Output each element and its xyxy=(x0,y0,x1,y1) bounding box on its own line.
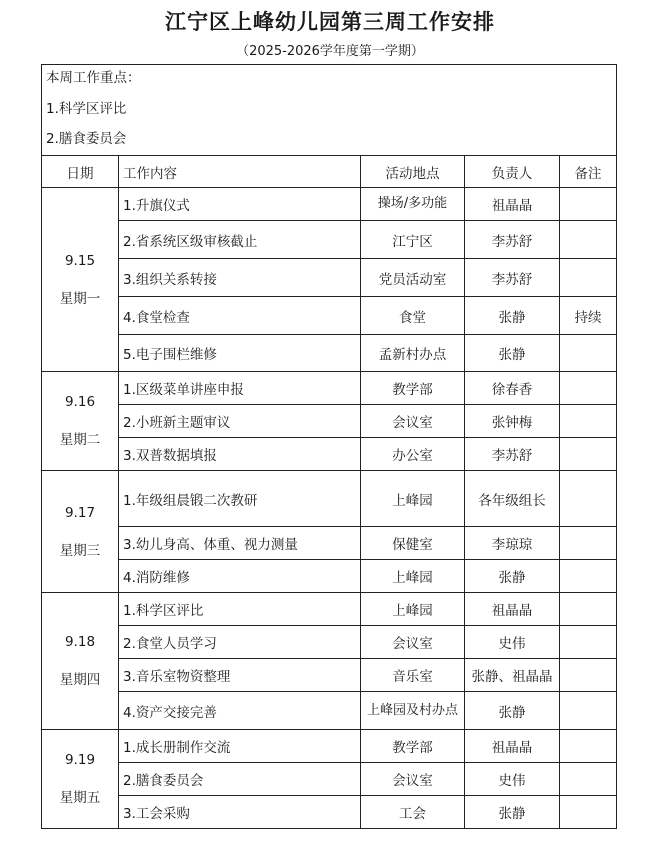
task-place: 江宁区 xyxy=(361,221,465,259)
task-note xyxy=(560,438,617,471)
task-content: 1.科学区评比 xyxy=(119,593,361,626)
task-person: 张静 xyxy=(465,692,560,730)
task-note xyxy=(560,796,617,829)
date-cell xyxy=(42,372,119,471)
table-row xyxy=(42,692,617,730)
task-content: 3.幼儿身高、体重、视力测量 xyxy=(119,527,361,560)
task-person: 张钟梅 xyxy=(465,405,560,438)
task-place: 保健室 xyxy=(361,527,465,560)
task-person: 李苏舒 xyxy=(465,259,560,297)
day-date: 9.19 xyxy=(64,752,96,768)
day-weekday: 星期一 xyxy=(59,290,101,307)
task-note xyxy=(560,405,617,438)
task-place: 上峰园 xyxy=(361,471,465,527)
column-header-content: 工作内容 xyxy=(119,156,361,188)
date-cell xyxy=(42,188,119,372)
task-person: 李琼琼 xyxy=(465,527,560,560)
task-person: 李苏舒 xyxy=(465,221,560,259)
table-row xyxy=(42,593,617,626)
column-header-person: 负责人 xyxy=(465,156,560,188)
task-content: 2.膳食委员会 xyxy=(119,763,361,796)
task-note xyxy=(560,593,617,626)
table-row xyxy=(42,405,617,438)
task-content: 3.组织关系转接 xyxy=(119,259,361,297)
task-content: 1.年级组晨锻二次教研 xyxy=(119,471,361,527)
task-person: 史伟 xyxy=(465,626,560,659)
focus-heading: 本周工作重点： xyxy=(46,69,141,86)
task-person: 李苏舒 xyxy=(465,438,560,471)
header-row xyxy=(42,156,617,188)
schedule-table xyxy=(41,64,617,829)
task-person: 张静 xyxy=(465,560,560,593)
task-note xyxy=(560,730,617,763)
table-row xyxy=(42,527,617,560)
task-place: 办公室 xyxy=(361,438,465,471)
task-content: 4.消防维修 xyxy=(119,560,361,593)
date-cell xyxy=(42,593,119,730)
task-place: 会议室 xyxy=(361,626,465,659)
table-row xyxy=(42,297,617,335)
task-place: 音乐室 xyxy=(361,659,465,692)
task-person: 各年级组长 xyxy=(465,471,560,527)
day-date: 9.15 xyxy=(64,252,96,269)
task-place: 工会 xyxy=(361,796,465,829)
task-person: 张静 xyxy=(465,335,560,372)
task-content: 3.双普数据填报 xyxy=(119,438,361,471)
column-header-date: 日期 xyxy=(42,156,119,188)
task-place: 孟新村办点 xyxy=(361,335,465,372)
page-title: 江宁区上峰幼儿园第三周工作安排 xyxy=(165,9,495,34)
date-cell xyxy=(42,730,119,829)
task-place: 上峰园 xyxy=(361,560,465,593)
date-cell xyxy=(42,471,119,593)
task-content: 4.食堂检查 xyxy=(119,297,361,335)
task-content: 3.工会采购 xyxy=(119,796,361,829)
focus-item: 1.科学区评比 xyxy=(46,100,127,117)
column-header-place: 活动地点 xyxy=(361,156,465,188)
day-date: 9.16 xyxy=(64,394,96,410)
table-row xyxy=(42,763,617,796)
task-person: 张静 xyxy=(465,796,560,829)
table-row xyxy=(42,796,617,829)
focus-item: 2.膳食委员会 xyxy=(46,130,127,147)
task-note xyxy=(560,188,617,221)
task-person: 徐春香 xyxy=(465,372,560,405)
day-date: 9.17 xyxy=(64,504,96,521)
task-note xyxy=(560,626,617,659)
day-weekday: 星期四 xyxy=(59,672,101,688)
table-row xyxy=(42,259,617,297)
task-content: 2.食堂人员学习 xyxy=(119,626,361,659)
task-person: 祖晶晶 xyxy=(465,188,560,221)
task-place: 上峰园及村办点 xyxy=(361,692,465,730)
task-place: 上峰园 xyxy=(361,593,465,626)
task-content: 1.升旗仪式 xyxy=(119,188,361,221)
task-place: 会议室 xyxy=(361,763,465,796)
task-content: 3.音乐室物资整理 xyxy=(119,659,361,692)
table-row xyxy=(42,221,617,259)
task-content: 4.资产交接完善 xyxy=(119,692,361,730)
day-weekday: 星期五 xyxy=(59,790,101,806)
task-content: 5.电子围栏维修 xyxy=(119,335,361,372)
task-note xyxy=(560,335,617,372)
table-row xyxy=(42,335,617,372)
table-row xyxy=(42,188,617,221)
task-person: 史伟 xyxy=(465,763,560,796)
task-place: 教学部 xyxy=(361,372,465,405)
table-row xyxy=(42,560,617,593)
task-note xyxy=(560,372,617,405)
task-note xyxy=(560,221,617,259)
day-date: 9.18 xyxy=(64,634,96,650)
task-person: 祖晶晶 xyxy=(465,593,560,626)
table-row xyxy=(42,372,617,405)
task-content: 1.区级菜单讲座申报 xyxy=(119,372,361,405)
table-row xyxy=(42,730,617,763)
task-note: 持续 xyxy=(560,297,617,335)
task-place: 操场/多功能 xyxy=(361,188,465,221)
task-person: 张静、祖晶晶 xyxy=(465,659,560,692)
table-row xyxy=(42,438,617,471)
task-place: 党员活动室 xyxy=(361,259,465,297)
table-row xyxy=(42,659,617,692)
task-note xyxy=(560,259,617,297)
column-header-note: 备注 xyxy=(560,156,617,188)
task-note xyxy=(560,527,617,560)
task-note xyxy=(560,659,617,692)
table-row xyxy=(42,471,617,527)
task-note xyxy=(560,692,617,730)
task-content: 2.省系统区级审核截止 xyxy=(119,221,361,259)
task-note xyxy=(560,560,617,593)
task-note xyxy=(560,471,617,527)
task-place: 教学部 xyxy=(361,730,465,763)
day-weekday: 星期三 xyxy=(59,542,101,559)
table-row xyxy=(42,626,617,659)
day-weekday: 星期二 xyxy=(59,432,101,448)
task-content: 1.成长册制作交流 xyxy=(119,730,361,763)
task-place: 食堂 xyxy=(361,297,465,335)
task-place: 会议室 xyxy=(361,405,465,438)
focus-row xyxy=(42,65,617,156)
task-content: 2.小班新主题审议 xyxy=(119,405,361,438)
page-subtitle: （2025-2026学年度第一学期） xyxy=(236,44,424,59)
task-person: 祖晶晶 xyxy=(465,730,560,763)
task-person: 张静 xyxy=(465,297,560,335)
task-note xyxy=(560,763,617,796)
weekly-focus xyxy=(42,65,617,156)
